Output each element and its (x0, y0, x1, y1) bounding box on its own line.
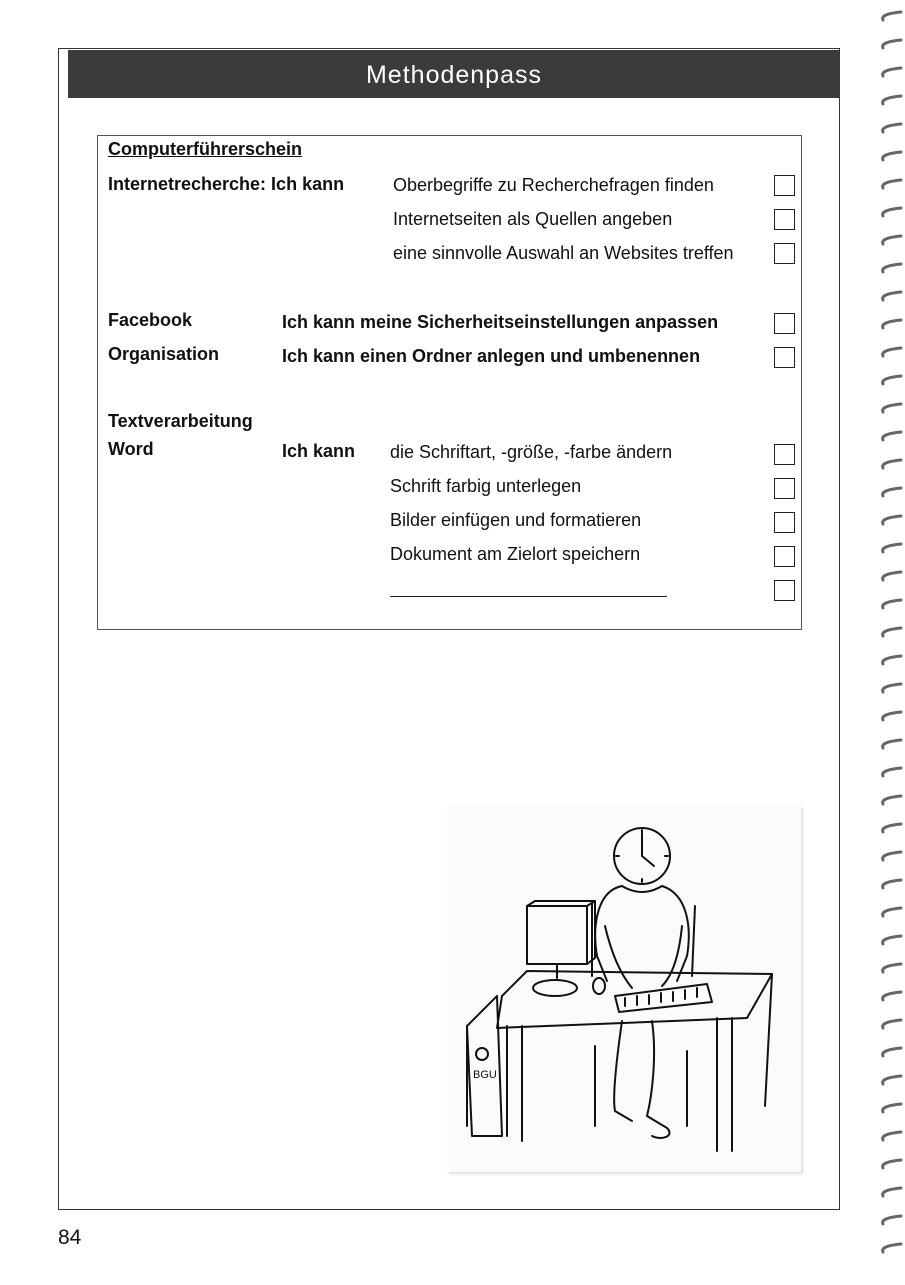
checkbox-word-2[interactable] (774, 478, 795, 499)
page-number: 84 (58, 1226, 82, 1249)
word-item-3: Bilder einfügen und formatieren (390, 510, 642, 530)
checkbox-internet-3[interactable] (774, 243, 795, 264)
checkbox-internet-1[interactable] (774, 175, 795, 196)
facebook-label: Facebook (108, 310, 193, 330)
sketch-computer-label: BGU (473, 1069, 497, 1081)
organisation-text: Ich kann einen Ordner anlegen und umbenennen (282, 346, 701, 366)
spiral-binding-icon (875, 0, 905, 1280)
textverarbeitung-label: Textverarbeitung (108, 411, 253, 431)
checkbox-word-3[interactable] (774, 512, 795, 533)
checkbox-word-1[interactable] (774, 444, 795, 465)
word-label: Word (108, 439, 154, 459)
word-item-4: Dokument am Zielort speichern (390, 544, 641, 564)
checkbox-facebook[interactable] (774, 313, 795, 334)
section-title: Computerführerschein (108, 139, 303, 159)
internet-label: Internetrecherche: Ich kann (108, 174, 345, 194)
word-item-1: die Schriftart, -größe, -farbe ändern (390, 442, 673, 462)
facebook-text: Ich kann meine Sicherheitseinstellungen anpassen (282, 312, 719, 332)
checkbox-word-4[interactable] (774, 546, 795, 567)
organisation-label: Organisation (108, 344, 220, 364)
checkbox-internet-2[interactable] (774, 209, 795, 230)
page-title: Methodenpass (68, 50, 840, 98)
internet-item-1: Oberbegriffe zu Recherchefragen finden (393, 175, 714, 195)
word-ich-kann: Ich kann (282, 441, 356, 461)
checkbox-organisation[interactable] (774, 347, 795, 368)
internet-item-2: Internetseiten als Quellen angeben (393, 209, 673, 229)
word-item-2: Schrift farbig unterlegen (390, 476, 582, 496)
checkbox-word-5[interactable] (774, 580, 795, 601)
blank-entry-line[interactable] (390, 596, 667, 597)
internet-item-3: eine sinnvolle Auswahl an Websites treffen (393, 243, 734, 263)
sketch-person-at-computer (447, 806, 801, 1172)
